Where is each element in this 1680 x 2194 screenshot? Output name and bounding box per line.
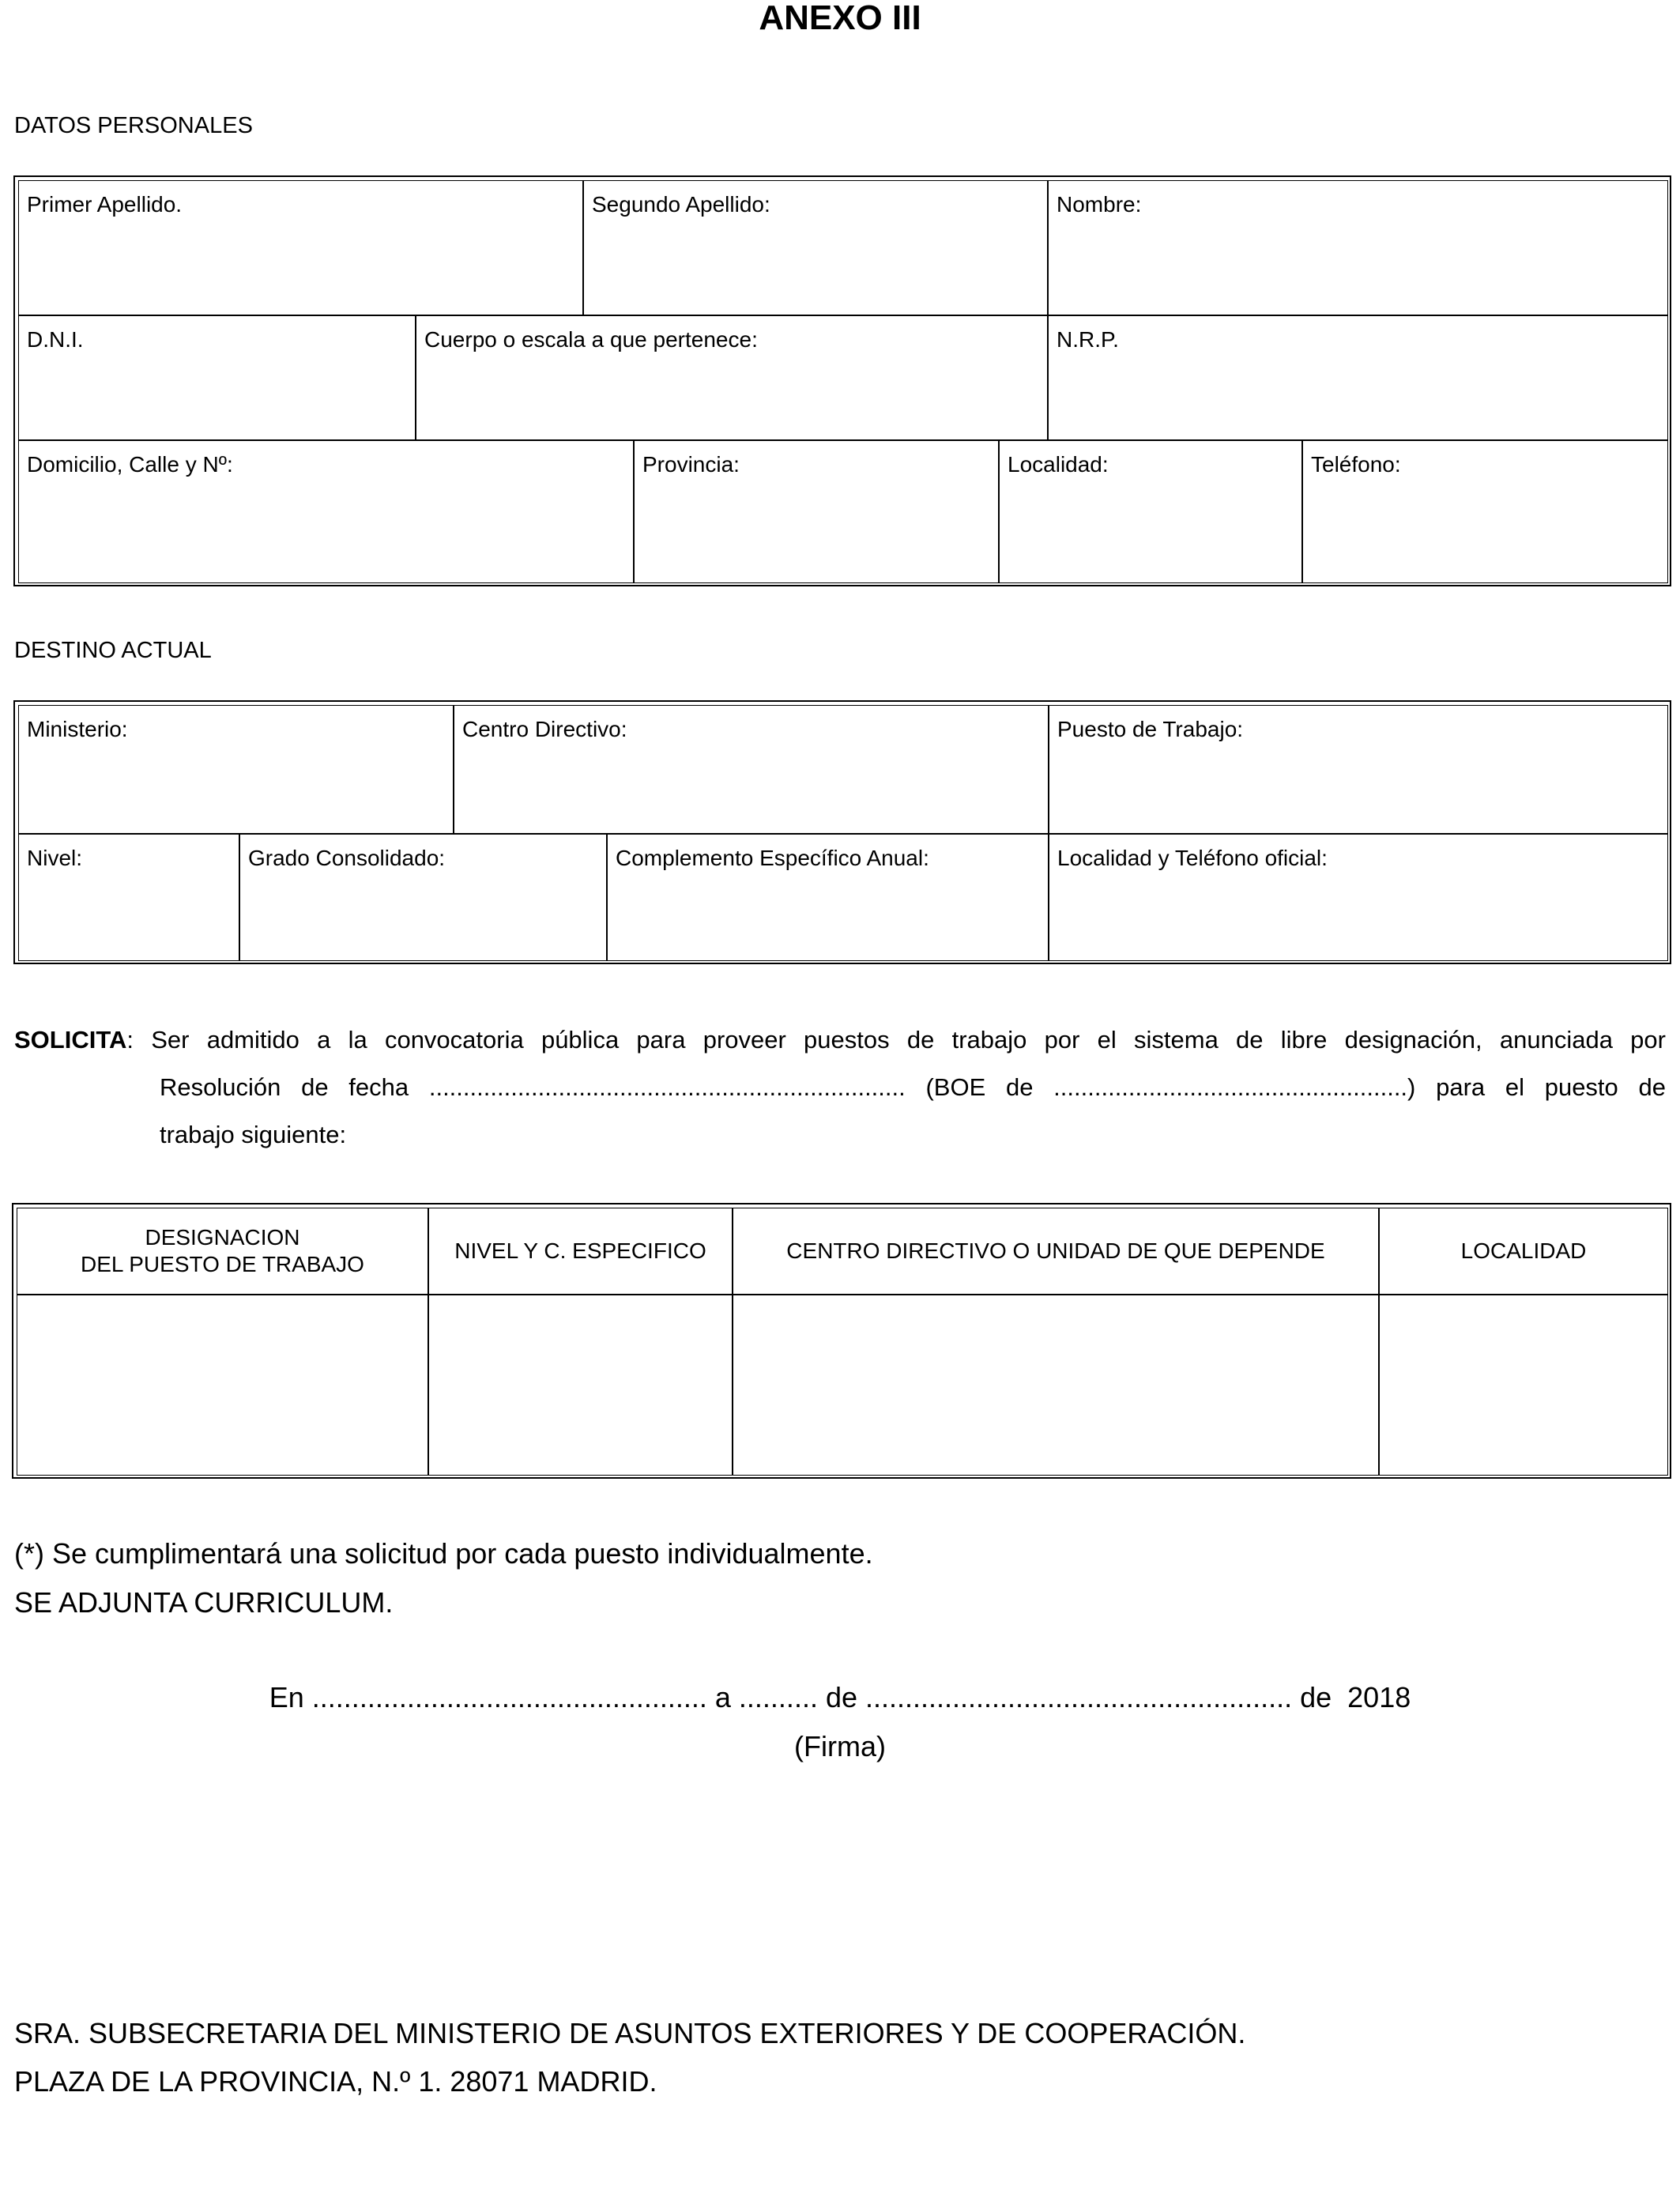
designacion-input[interactable] bbox=[17, 1295, 428, 1476]
firma-label: (Firma) bbox=[794, 1730, 886, 1762]
segundo-apellido-label: Segundo Apellido: bbox=[592, 192, 770, 217]
telefono-field[interactable] bbox=[1302, 440, 1668, 583]
page-title: ANEXO III bbox=[759, 0, 921, 37]
primer-apellido-label: Primer Apellido. bbox=[27, 192, 183, 217]
destino-actual-heading: DESTINO ACTUAL bbox=[14, 638, 212, 663]
centro-directivo-field[interactable] bbox=[454, 705, 1049, 834]
cuerpo-field[interactable] bbox=[416, 315, 1048, 440]
ministerio-label: Ministerio: bbox=[27, 717, 128, 741]
nivel-label: Nivel: bbox=[27, 846, 83, 870]
grado-field[interactable] bbox=[239, 834, 607, 961]
header-designacion-line2: DEL PUESTO DE TRABAJO bbox=[81, 1252, 364, 1276]
provincia-field[interactable] bbox=[634, 440, 999, 583]
header-nivel: NIVEL Y C. ESPECIFICO bbox=[428, 1208, 733, 1295]
nivel-field[interactable] bbox=[18, 834, 239, 961]
provincia-label: Provincia: bbox=[642, 452, 740, 477]
localidad-label: Localidad: bbox=[1008, 452, 1109, 477]
segundo-apellido-field[interactable] bbox=[583, 180, 1048, 315]
grado-label: Grado Consolidado: bbox=[248, 846, 446, 870]
adjunta-text: SE ADJUNTA CURRICULUM. bbox=[14, 1586, 394, 1619]
domicilio-label: Domicilio, Calle y Nº: bbox=[27, 452, 233, 477]
localidad-input[interactable] bbox=[1379, 1295, 1668, 1476]
puesto-trabajo-label: Puesto de Trabajo: bbox=[1057, 717, 1244, 741]
note-text: (*) Se cumplimentará una solicitud por cada puesto individualmente. bbox=[14, 1537, 873, 1570]
dni-field[interactable] bbox=[18, 315, 416, 440]
localidad-telefono-label: Localidad y Teléfono oficial: bbox=[1057, 846, 1328, 870]
centro-directivo-input[interactable] bbox=[733, 1295, 1379, 1476]
destino-actual-table bbox=[13, 700, 1671, 964]
nombre-label: Nombre: bbox=[1057, 192, 1142, 217]
nombre-field[interactable] bbox=[1048, 180, 1668, 315]
nrp-field[interactable] bbox=[1048, 315, 1668, 440]
localidad-telefono-field[interactable] bbox=[1049, 834, 1668, 961]
nrp-label: N.R.P. bbox=[1057, 327, 1119, 352]
address-line-1: SRA. SUBSECRETARIA DEL MINISTERIO DE ASUNTOS EXTERIORES Y DE COOPERACIÓN. bbox=[14, 2017, 1246, 2049]
solicita-line-1 bbox=[14, 1016, 1666, 1064]
datos-personales-table bbox=[13, 175, 1671, 586]
solicita-label: SOLICITA bbox=[14, 1026, 127, 1054]
fecha-line: En .................................................. a .......... de ...................................................... de 2018 bbox=[269, 1681, 1411, 1713]
nivel-input[interactable] bbox=[428, 1295, 733, 1476]
complemento-label: Complemento Específico Anual: bbox=[616, 846, 929, 870]
domicilio-field[interactable] bbox=[18, 440, 634, 583]
dni-label: D.N.I. bbox=[27, 327, 84, 352]
solicita-text-1: : Ser admitido a la convocatoria pública para proveer puestos de trabajo por el sistema de libre designación, anunciada por bbox=[126, 1026, 1666, 1054]
primer-apellido-field[interactable] bbox=[18, 180, 583, 315]
cuerpo-label: Cuerpo o escala a que pertenece: bbox=[424, 327, 758, 352]
localidad-field[interactable] bbox=[999, 440, 1302, 583]
header-localidad: LOCALIDAD bbox=[1379, 1208, 1668, 1295]
ministerio-field[interactable] bbox=[18, 705, 454, 834]
datos-personales-heading: DATOS PERSONALES bbox=[14, 113, 253, 138]
address-line-2: PLAZA DE LA PROVINCIA, N.º 1. 28071 MADRID. bbox=[14, 2065, 657, 2098]
header-designacion-line1: DESIGNACION bbox=[145, 1225, 300, 1250]
solicita-line-2: Resolución de fecha ...................................................................... (BOE de ....................................................) para el puesto de bbox=[160, 1073, 1666, 1101]
centro-directivo-label: Centro Directivo: bbox=[462, 717, 627, 741]
solicita-line-3: trabajo siguiente: bbox=[160, 1121, 347, 1148]
complemento-field[interactable] bbox=[607, 834, 1049, 961]
telefono-label: Teléfono: bbox=[1311, 452, 1401, 477]
puesto-trabajo-field[interactable] bbox=[1049, 705, 1668, 834]
puesto-table bbox=[12, 1203, 1671, 1479]
header-designacion bbox=[17, 1208, 428, 1295]
header-centro-directivo: CENTRO DIRECTIVO O UNIDAD DE QUE DEPENDE bbox=[733, 1208, 1379, 1295]
